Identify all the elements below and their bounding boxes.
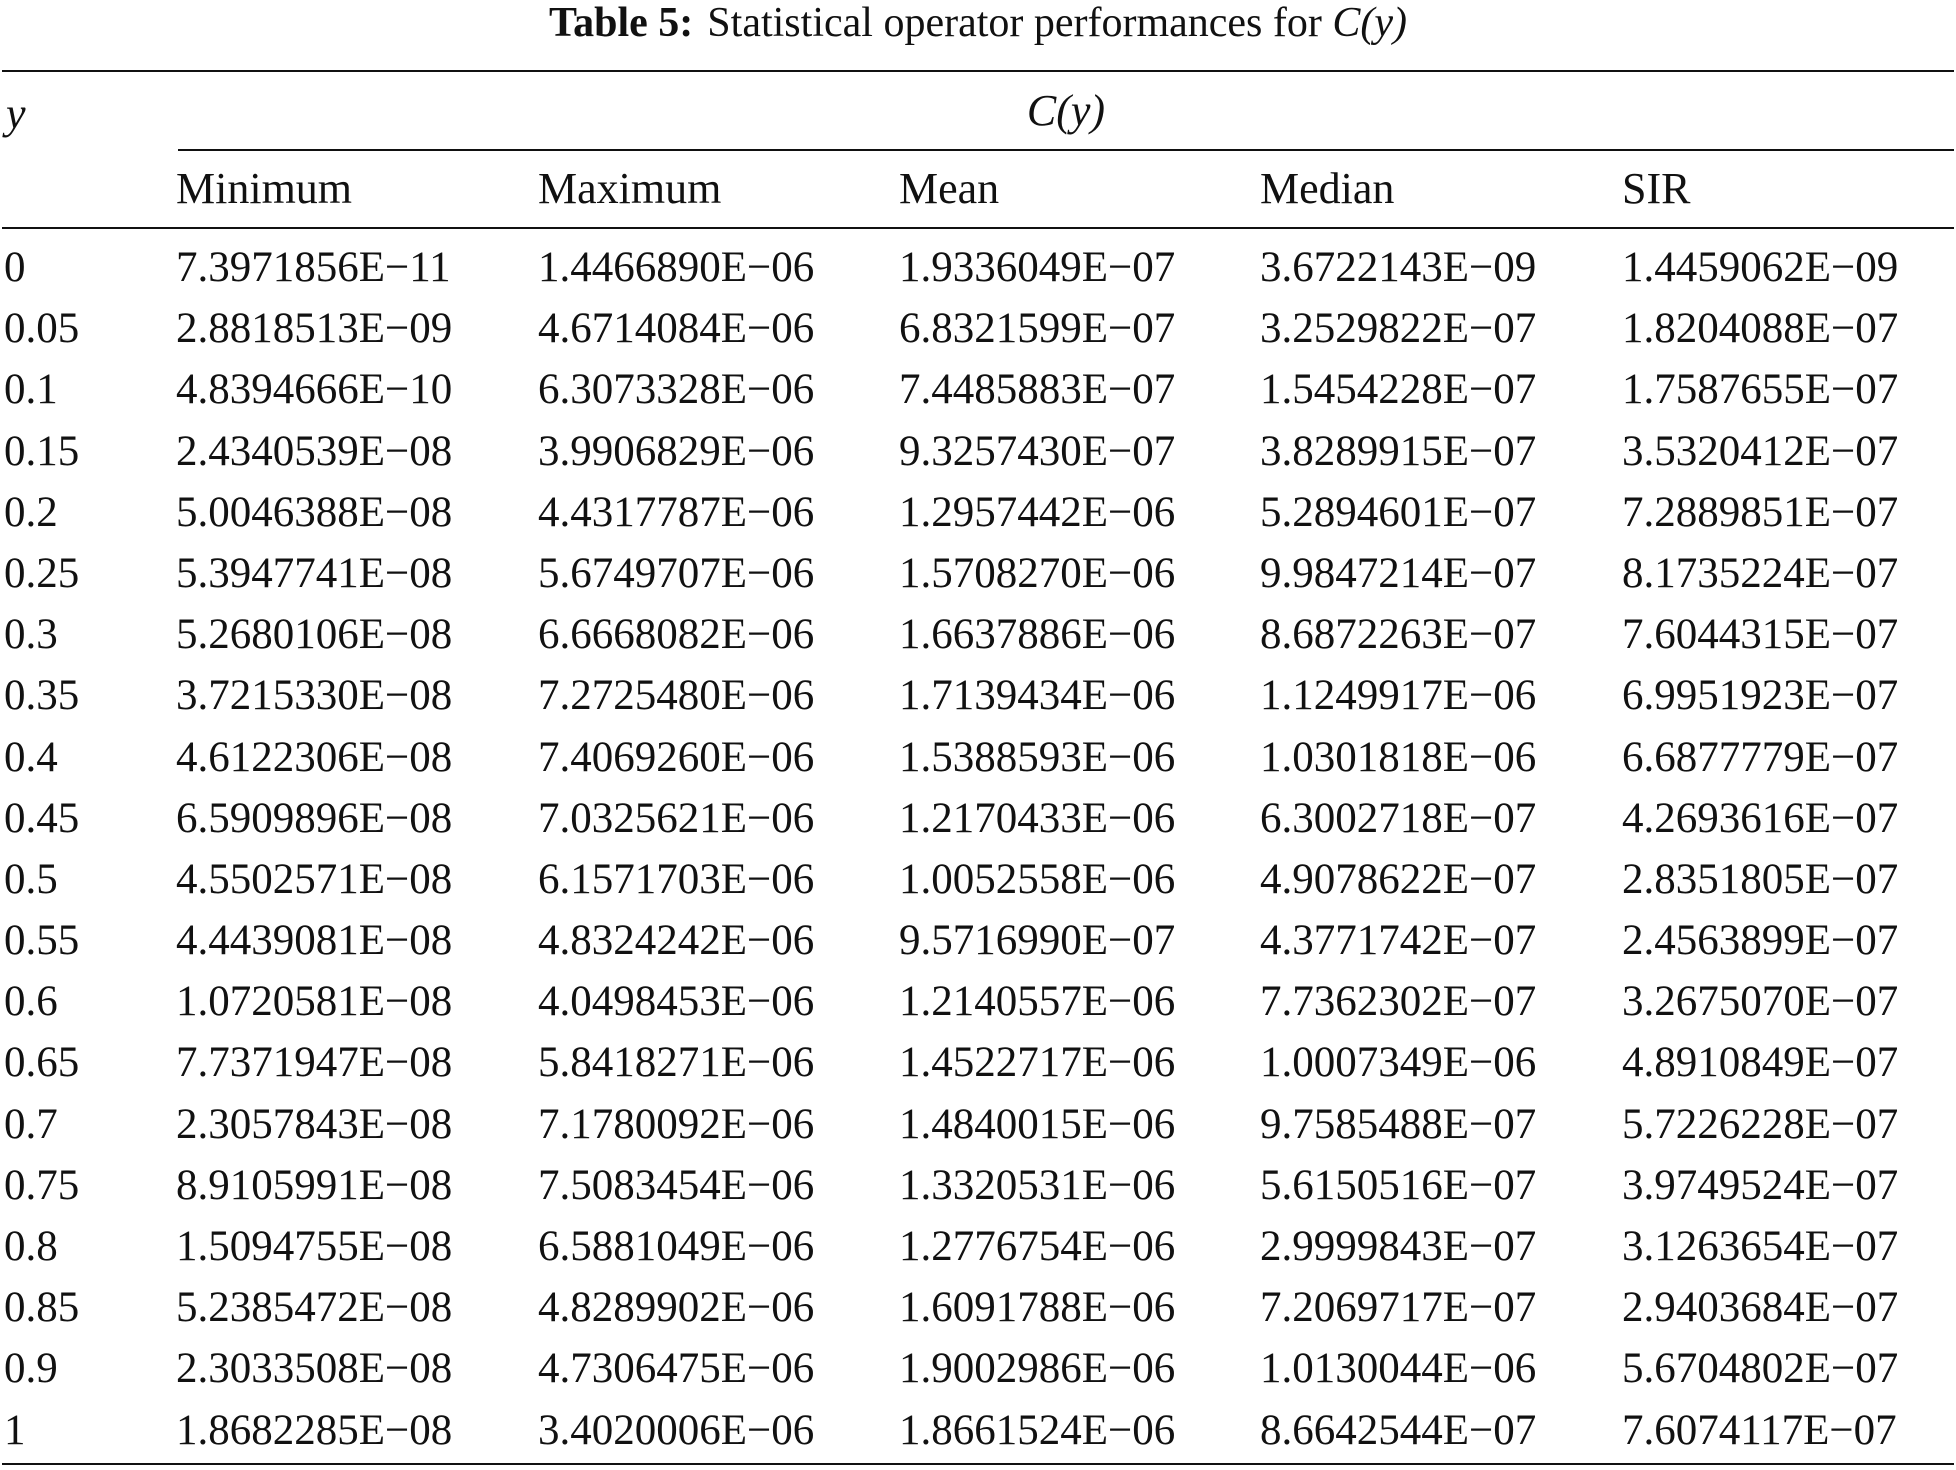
cell-sir: 6.9951923E−07 <box>1622 672 1899 720</box>
row-header: y <box>6 89 26 138</box>
cell-sir: 3.5320412E−07 <box>1622 427 1899 475</box>
table-row <box>0 791 1956 852</box>
table-top-rule <box>2 70 1954 72</box>
cell-minimum: 5.0046388E−08 <box>176 488 453 536</box>
cell-sir: 4.8910849E−07 <box>1622 1039 1899 1087</box>
cell-y: 0.2 <box>4 488 58 536</box>
cell-mean: 9.3257430E−07 <box>899 427 1176 475</box>
cell-mean: 1.4522717E−06 <box>899 1039 1176 1087</box>
cell-mean: 1.5708270E−06 <box>899 549 1176 597</box>
cell-mean: 1.6091788E−06 <box>899 1284 1176 1332</box>
table-row <box>0 607 1956 668</box>
cell-mean: 1.4840015E−06 <box>899 1100 1176 1148</box>
cell-minimum: 2.8818513E−09 <box>176 305 453 353</box>
cell-minimum: 5.3947741E−08 <box>176 549 453 597</box>
cell-sir: 7.2889851E−07 <box>1622 488 1899 536</box>
cell-median: 5.6150516E−07 <box>1260 1161 1537 1209</box>
cell-y: 0.4 <box>4 733 58 781</box>
cell-median: 8.6872263E−07 <box>1260 611 1537 659</box>
column-header-mean: Mean <box>899 164 1000 213</box>
cell-maximum: 4.0498453E−06 <box>538 978 815 1026</box>
cell-y: 0.05 <box>4 305 80 353</box>
column-header-minimum: Minimum <box>176 164 353 213</box>
cell-median: 7.2069717E−07 <box>1260 1284 1537 1332</box>
cell-y: 0.45 <box>4 794 80 842</box>
cell-maximum: 7.0325621E−06 <box>538 794 815 842</box>
cell-median: 1.0007349E−06 <box>1260 1039 1537 1087</box>
caption-symbol: C(y) <box>1332 0 1408 46</box>
cell-minimum: 4.5502571E−08 <box>176 855 453 903</box>
table-row <box>0 730 1956 791</box>
table-caption <box>0 0 1956 56</box>
cell-sir: 3.1263654E−07 <box>1622 1223 1899 1270</box>
table-row <box>0 1403 1956 1464</box>
cell-minimum: 4.6122306E−08 <box>176 733 453 781</box>
cell-y: 0.6 <box>4 978 58 1026</box>
table-row <box>0 1280 1956 1341</box>
cell-sir: 3.9749524E−07 <box>1622 1161 1899 1209</box>
cell-median: 1.0130044E−06 <box>1260 1345 1537 1393</box>
cell-y: 0.35 <box>4 672 80 720</box>
caption-label: Table 5: <box>548 0 694 46</box>
cell-mean: 1.7139434E−06 <box>899 672 1176 720</box>
cell-minimum: 1.0720581E−08 <box>176 978 453 1026</box>
cell-maximum: 1.4466890E−06 <box>538 244 815 291</box>
column-header-sir: SIR <box>1622 164 1691 213</box>
header-bottom-rule <box>2 227 1954 229</box>
cell-minimum: 5.2385472E−08 <box>176 1284 453 1332</box>
table-row <box>0 974 1956 1035</box>
cell-sir: 7.6074117E−07 <box>1622 1406 1897 1454</box>
cell-y: 0.3 <box>4 611 58 659</box>
cell-mean: 1.9002986E−06 <box>899 1345 1176 1393</box>
cell-maximum: 7.4069260E−06 <box>538 733 815 781</box>
cell-median: 1.5454228E−07 <box>1260 366 1537 414</box>
cell-maximum: 4.8324242E−06 <box>538 917 815 965</box>
cell-sir: 5.6704802E−07 <box>1622 1345 1899 1393</box>
cell-median: 3.8289915E−07 <box>1260 427 1537 475</box>
group-header: C(y) <box>1026 86 1106 135</box>
table-row <box>0 362 1956 423</box>
table-row <box>0 1158 1956 1219</box>
cell-maximum: 6.6668082E−06 <box>538 611 815 659</box>
table-row <box>0 1097 1956 1158</box>
cell-y: 0.25 <box>4 549 80 597</box>
cell-mean: 6.8321599E−07 <box>899 305 1176 353</box>
table-row <box>0 485 1956 546</box>
cell-maximum: 3.4020006E−06 <box>538 1406 815 1454</box>
cell-sir: 6.6877779E−07 <box>1622 733 1899 781</box>
cell-mean: 1.9336049E−07 <box>899 244 1176 291</box>
cell-y: 0.7 <box>4 1100 58 1148</box>
column-header-median: Median <box>1260 164 1395 213</box>
cell-median: 1.1249917E−06 <box>1260 672 1537 720</box>
cell-mean: 1.5388593E−06 <box>899 733 1176 781</box>
cell-maximum: 5.8418271E−06 <box>538 1039 815 1087</box>
cell-minimum: 3.7215330E−08 <box>176 672 453 720</box>
table-row <box>0 424 1956 485</box>
cell-maximum: 5.6749707E−06 <box>538 549 815 597</box>
cell-mean: 1.2957442E−06 <box>899 488 1176 536</box>
cell-sir: 1.8204088E−07 <box>1622 305 1899 353</box>
cell-y: 0 <box>4 244 26 291</box>
cell-maximum: 3.9906829E−06 <box>538 427 815 475</box>
cell-minimum: 7.7371947E−08 <box>176 1039 453 1087</box>
table-row <box>0 668 1956 729</box>
column-header-maximum: Maximum <box>538 164 722 213</box>
cell-maximum: 7.5083454E−06 <box>538 1161 815 1209</box>
cell-minimum: 8.9105991E−08 <box>176 1161 453 1209</box>
cell-minimum: 2.3033508E−08 <box>176 1345 453 1393</box>
cell-median: 4.9078622E−07 <box>1260 855 1537 903</box>
cell-sir: 2.8351805E−07 <box>1622 855 1899 903</box>
cell-minimum: 7.3971856E−11 <box>176 244 451 291</box>
cell-maximum: 6.1571703E−06 <box>538 855 815 903</box>
cell-minimum: 4.8394666E−10 <box>176 366 453 414</box>
cell-y: 0.75 <box>4 1161 80 1209</box>
cell-minimum: 1.5094755E−08 <box>176 1223 453 1270</box>
cell-y: 0.1 <box>4 366 58 414</box>
table-row <box>0 546 1956 607</box>
table-body <box>0 240 1956 1464</box>
cell-y: 0.55 <box>4 917 80 965</box>
cell-median: 6.3002718E−07 <box>1260 794 1537 842</box>
group-header-rule <box>178 149 1954 151</box>
cell-minimum: 2.4340539E−08 <box>176 427 453 475</box>
cell-sir: 2.4563899E−07 <box>1622 917 1899 965</box>
cell-maximum: 4.8289902E−06 <box>538 1284 815 1332</box>
cell-mean: 1.2170433E−06 <box>899 794 1176 842</box>
cell-mean: 1.2776754E−06 <box>899 1223 1176 1270</box>
cell-maximum: 6.3073328E−06 <box>538 366 815 414</box>
cell-y: 0.65 <box>4 1039 80 1087</box>
cell-maximum: 6.5881049E−06 <box>538 1223 815 1270</box>
cell-minimum: 5.2680106E−08 <box>176 611 453 659</box>
cell-minimum: 4.4439081E−08 <box>176 917 453 965</box>
cell-median: 9.9847214E−07 <box>1260 549 1537 597</box>
cell-median: 7.7362302E−07 <box>1260 978 1537 1026</box>
cell-mean: 1.0052558E−06 <box>899 855 1176 903</box>
cell-median: 1.0301818E−06 <box>1260 733 1537 781</box>
cell-y: 0.5 <box>4 855 58 903</box>
cell-mean: 9.5716990E−07 <box>899 917 1176 965</box>
cell-sir: 2.9403684E−07 <box>1622 1284 1899 1332</box>
cell-sir: 1.4459062E−09 <box>1622 244 1899 291</box>
table-row <box>0 1219 1956 1280</box>
caption-text: Statistical operator performances for <box>707 0 1322 46</box>
cell-maximum: 4.4317787E−06 <box>538 488 815 536</box>
cell-y: 0.8 <box>4 1223 58 1270</box>
table-row <box>0 1035 1956 1096</box>
cell-maximum: 4.6714084E−06 <box>538 305 815 353</box>
cell-sir: 1.7587655E−07 <box>1622 366 1899 414</box>
table-row <box>0 1341 1956 1402</box>
cell-median: 3.2529822E−07 <box>1260 305 1537 353</box>
cell-y: 0.85 <box>4 1284 80 1332</box>
cell-median: 9.7585488E−07 <box>1260 1100 1537 1148</box>
table-row <box>0 913 1956 974</box>
cell-mean: 1.2140557E−06 <box>899 978 1176 1026</box>
cell-y: 0.9 <box>4 1345 58 1393</box>
cell-maximum: 7.2725480E−06 <box>538 672 815 720</box>
cell-y: 1 <box>4 1406 26 1454</box>
cell-median: 8.6642544E−07 <box>1260 1406 1537 1454</box>
cell-median: 3.6722143E−09 <box>1260 244 1537 291</box>
cell-maximum: 4.7306475E−06 <box>538 1345 815 1393</box>
cell-mean: 1.6637886E−06 <box>899 611 1176 659</box>
table-row <box>0 240 1956 301</box>
cell-mean: 1.8661524E−06 <box>899 1406 1176 1454</box>
table-bottom-rule <box>2 1463 1954 1465</box>
cell-median: 2.9999843E−07 <box>1260 1223 1537 1270</box>
cell-mean: 7.4485883E−07 <box>899 366 1176 414</box>
cell-sir: 4.2693616E−07 <box>1622 794 1899 842</box>
table-row <box>0 852 1956 913</box>
cell-sir: 3.2675070E−07 <box>1622 978 1899 1026</box>
table-row <box>0 301 1956 362</box>
cell-maximum: 7.1780092E−06 <box>538 1100 815 1148</box>
cell-y: 0.15 <box>4 427 80 475</box>
cell-median: 4.3771742E−07 <box>1260 917 1537 965</box>
cell-minimum: 6.5909896E−08 <box>176 794 453 842</box>
cell-sir: 5.7226228E−07 <box>1622 1100 1899 1148</box>
cell-mean: 1.3320531E−06 <box>899 1161 1176 1209</box>
cell-minimum: 1.8682285E−08 <box>176 1406 453 1454</box>
cell-sir: 8.1735224E−07 <box>1622 549 1899 597</box>
cell-minimum: 2.3057843E−08 <box>176 1100 453 1148</box>
cell-median: 5.2894601E−07 <box>1260 488 1537 536</box>
cell-sir: 7.6044315E−07 <box>1622 611 1899 659</box>
